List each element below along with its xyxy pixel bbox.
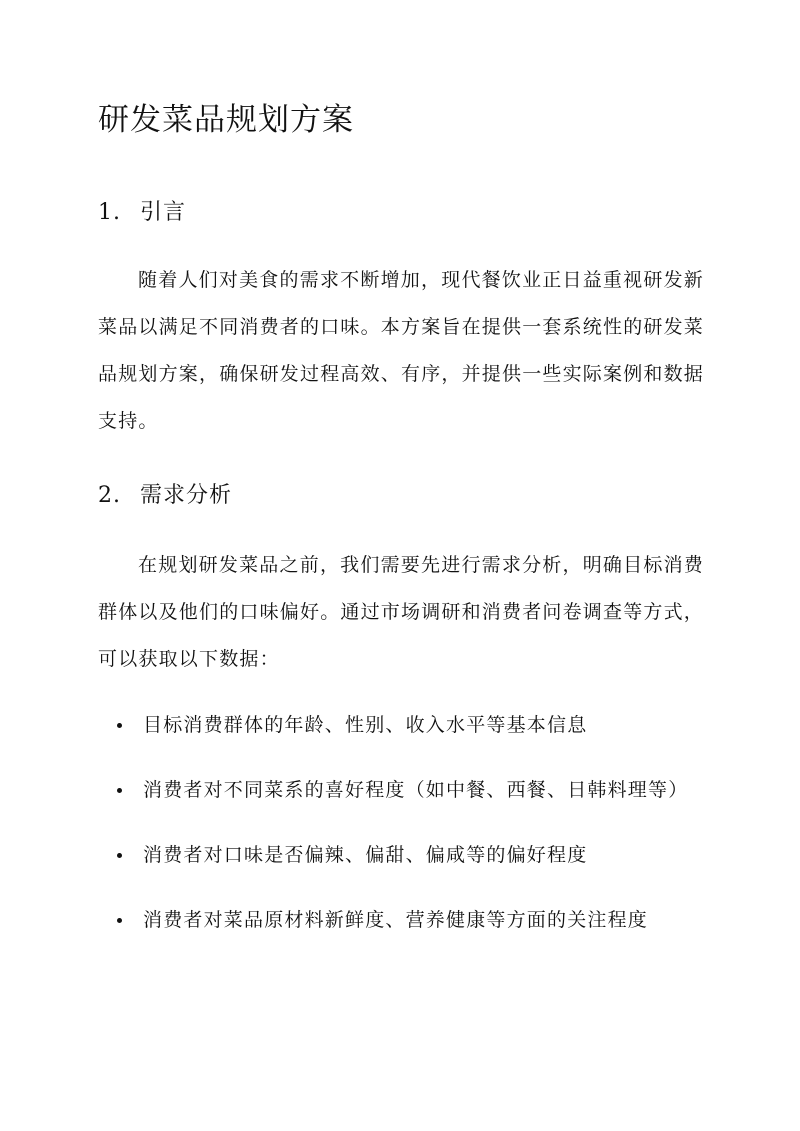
- bullet-dot-icon: [117, 788, 122, 793]
- section-title: 需求分析: [140, 483, 233, 508]
- list-item: [115, 767, 695, 814]
- section-heading-requirements: [98, 479, 232, 513]
- bullet-dot-icon: [117, 723, 122, 728]
- section-heading-introduction: [98, 196, 186, 230]
- bullet-dot-icon: [117, 853, 122, 858]
- paragraph-text: 随着人们对美食的需求不断增加，现代餐饮业正日益重视研发新菜品以满足不同消费者的口味。本方案旨在提供一套系统性的研发菜品规划方案，确保研发过程高效、有序，并提供一些实际案例和数据支持。: [98, 269, 705, 432]
- list-item: [115, 897, 695, 944]
- document-title: 研发菜品规划方案: [98, 102, 354, 138]
- introduction-paragraph: [98, 257, 704, 445]
- list-item-text: 消费者对不同菜系的喜好程度（如中餐、西餐、日韩料理等）: [143, 779, 689, 801]
- list-item-text: 目标消费群体的年龄、性别、收入水平等基本信息: [143, 714, 588, 736]
- requirements-bullet-list: [115, 702, 695, 962]
- requirements-paragraph: [98, 542, 704, 683]
- section-number: 2.: [98, 483, 121, 508]
- paragraph-text: 在规划研发菜品之前，我们需要先进行需求分析，明确目标消费群体以及他们的口味偏好。通过市场调研和消费者问卷调查等方式，可以获取以下数据：: [98, 554, 705, 670]
- bullet-dot-icon: [117, 918, 122, 923]
- list-item-text: 消费者对口味是否偏辣、偏甜、偏咸等的偏好程度: [143, 844, 588, 866]
- section-number: 1.: [98, 200, 121, 225]
- list-item: [115, 832, 695, 879]
- list-item: [115, 702, 695, 749]
- section-title: 引言: [140, 200, 187, 225]
- list-item-text: 消费者对菜品原材料新鲜度、营养健康等方面的关注程度: [143, 909, 649, 931]
